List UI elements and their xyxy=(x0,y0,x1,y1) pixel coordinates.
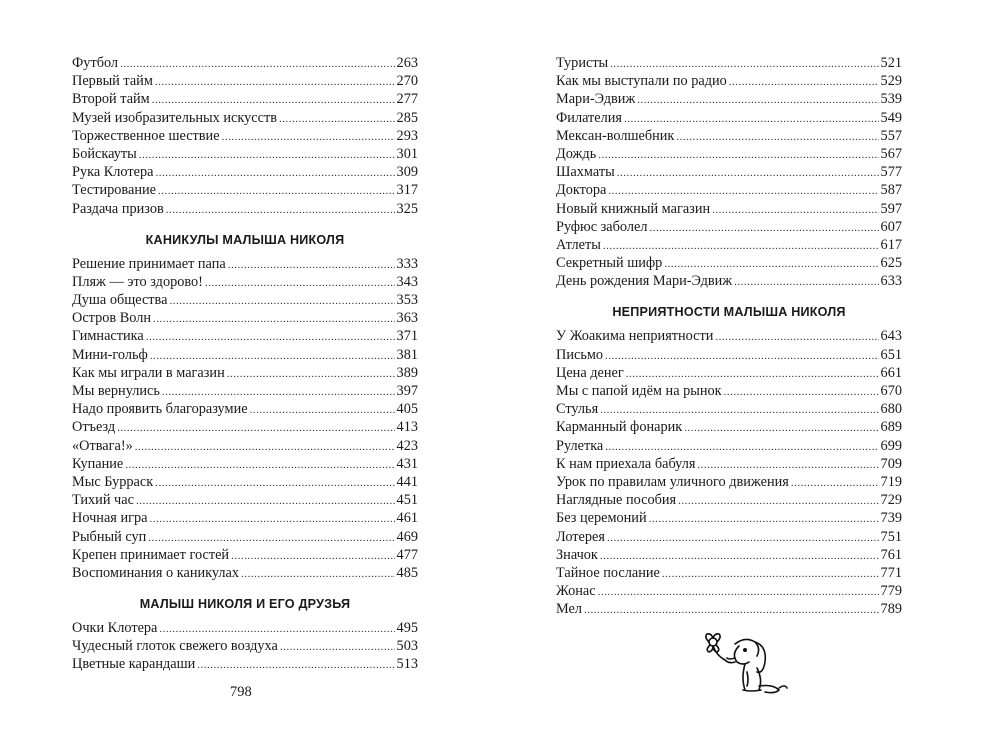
toc-entry xyxy=(72,72,418,90)
entry-title: Отъезд xyxy=(72,419,116,436)
entry-title: Шахматы xyxy=(556,164,615,181)
entry-page-number: 333 xyxy=(396,255,418,272)
entry-title: Чудесный глоток свежего воздуха xyxy=(72,638,278,655)
entry-page-number: 325 xyxy=(396,200,418,217)
dot-leader xyxy=(148,529,394,547)
dot-leader xyxy=(664,255,878,273)
entry-page-number: 469 xyxy=(396,528,418,545)
dot-leader xyxy=(197,656,394,674)
dot-leader xyxy=(605,347,879,365)
entry-page-number: 751 xyxy=(880,528,902,545)
dot-leader xyxy=(649,219,878,237)
entry-title: Урок по правилам уличного движения xyxy=(556,473,789,490)
entries-group xyxy=(72,54,418,218)
entry-page-number: 597 xyxy=(880,200,902,217)
entry-page-number: 309 xyxy=(396,164,418,181)
entry-title: Секретный шифр xyxy=(556,255,663,272)
entry-page-number: 293 xyxy=(396,127,418,144)
toc-entry xyxy=(556,546,902,564)
entry-title: Мари-Эдвиж xyxy=(556,91,636,108)
dot-leader xyxy=(608,182,878,200)
dot-leader xyxy=(231,547,394,565)
toc-entry xyxy=(72,364,418,382)
entry-page-number: 549 xyxy=(880,109,902,126)
entry-page-number: 617 xyxy=(880,236,902,253)
dot-leader xyxy=(159,620,394,638)
toc-entry xyxy=(72,455,418,473)
entry-title: Мини-гольф xyxy=(72,346,148,363)
dot-leader xyxy=(135,438,395,456)
toc-entry xyxy=(556,272,902,290)
dot-leader xyxy=(279,110,395,128)
entries-group xyxy=(556,54,902,290)
entry-page-number: 709 xyxy=(880,455,902,472)
entry-title: Как мы играли в магазин xyxy=(72,364,225,381)
toc-entry xyxy=(72,655,418,673)
dot-leader xyxy=(598,146,878,164)
dot-leader xyxy=(227,365,395,383)
entry-page-number: 363 xyxy=(396,310,418,327)
entries-group xyxy=(72,619,418,674)
entry-title: Второй тайм xyxy=(72,91,150,108)
toc-entry xyxy=(556,218,902,236)
dot-leader xyxy=(637,91,878,109)
dot-leader xyxy=(607,529,879,547)
entry-page-number: 680 xyxy=(880,401,902,418)
entry-page-number: 651 xyxy=(880,346,902,363)
toc-entry xyxy=(556,54,902,72)
entry-title: Новый книжный магазин xyxy=(556,200,711,217)
entry-page-number: 729 xyxy=(880,492,902,509)
entry-page-number: 301 xyxy=(396,145,418,162)
dot-leader xyxy=(125,456,394,474)
entry-page-number: 270 xyxy=(396,73,418,90)
entries-group xyxy=(72,255,418,582)
toc-entry xyxy=(72,546,418,564)
toc-entry xyxy=(556,236,902,254)
dot-leader xyxy=(734,273,878,291)
entry-page-number: 397 xyxy=(396,383,418,399)
dot-leader xyxy=(169,292,394,310)
entry-title: Мексан-волшебник xyxy=(556,127,675,144)
dot-leader xyxy=(791,474,879,492)
entry-page-number: 587 xyxy=(880,182,902,199)
dot-leader xyxy=(649,510,879,528)
toc-entry xyxy=(556,127,902,145)
toc-entry xyxy=(556,181,902,199)
entry-title: «Отвага!» xyxy=(72,437,133,454)
toc-entry xyxy=(72,637,418,655)
section-heading: НЕПРИЯТНОСТИ МАЛЫША НИКОЛЯ xyxy=(612,305,846,320)
dot-leader xyxy=(136,492,395,510)
dot-leader xyxy=(605,438,878,456)
dot-leader xyxy=(598,583,879,601)
entry-title: День рождения Мари-Эдвиж xyxy=(556,273,733,290)
entry-title: К нам приехала бабуля xyxy=(556,455,696,472)
entry-page-number: 389 xyxy=(396,364,418,381)
dot-leader xyxy=(158,182,395,200)
dot-leader xyxy=(222,128,395,146)
entry-page-number: 761 xyxy=(880,546,902,563)
toc-entry xyxy=(72,145,418,163)
entry-title: Тихий час xyxy=(72,492,134,509)
entry-title: Крепен принимает гостей xyxy=(72,546,230,563)
toc-entry xyxy=(72,491,418,509)
entry-page-number: 789 xyxy=(880,601,902,618)
entry-title: Душа общества xyxy=(72,292,168,309)
entry-page-number: 771 xyxy=(880,564,902,581)
toc-entry xyxy=(72,54,418,72)
entry-page-number: 495 xyxy=(396,620,418,637)
entry-title: Лотерея xyxy=(556,528,605,545)
dot-leader xyxy=(150,347,395,365)
entry-title: Надо проявить благоразумие xyxy=(72,401,248,418)
toc-entry xyxy=(72,109,418,127)
toc-entry xyxy=(556,600,902,618)
toc-entry xyxy=(72,509,418,527)
toc-entry xyxy=(556,90,902,108)
entry-page-number: 529 xyxy=(880,73,902,90)
entry-title: Бойскауты xyxy=(72,145,137,162)
dot-leader xyxy=(117,419,394,437)
toc-entry xyxy=(556,382,902,400)
dot-leader xyxy=(600,401,878,419)
entry-page-number: 739 xyxy=(880,510,902,527)
entry-page-number: 513 xyxy=(396,656,418,673)
entry-title: Туристы xyxy=(556,55,609,71)
dot-leader xyxy=(697,456,878,474)
dot-leader xyxy=(155,164,394,182)
dot-leader xyxy=(603,237,879,255)
toc-entry xyxy=(72,309,418,327)
entry-title: Тестирование xyxy=(72,182,156,199)
dot-leader xyxy=(120,55,394,73)
toc-entry xyxy=(556,72,902,90)
entry-page-number: 539 xyxy=(880,91,902,108)
entry-page-number: 521 xyxy=(880,55,902,71)
entry-title: Атлеты xyxy=(556,236,601,253)
entry-page-number: 567 xyxy=(880,145,902,162)
entry-page-number: 643 xyxy=(880,328,902,345)
toc-entry xyxy=(72,400,418,418)
toc-entry xyxy=(72,181,418,199)
dot-leader xyxy=(146,328,395,346)
toc-entry xyxy=(556,473,902,491)
entries-group xyxy=(556,327,902,618)
entry-page-number: 485 xyxy=(396,564,418,581)
entry-page-number: 451 xyxy=(396,492,418,509)
toc-entry xyxy=(556,582,902,600)
entry-page-number: 413 xyxy=(396,419,418,436)
entry-title: Мел xyxy=(556,601,583,618)
toc-entry xyxy=(72,163,418,181)
entry-title: Без церемоний xyxy=(556,510,647,527)
toc-entry xyxy=(72,200,418,218)
dot-leader xyxy=(205,274,395,292)
entry-title: Решение принимает папа xyxy=(72,255,226,272)
entry-page-number: 317 xyxy=(396,182,418,199)
entry-title: Филателия xyxy=(556,109,623,126)
dot-leader xyxy=(600,547,879,565)
toc-entry xyxy=(556,163,902,181)
toc-entry xyxy=(556,327,902,345)
dot-leader xyxy=(584,601,879,619)
toc-entry xyxy=(72,418,418,436)
entry-title: Стулья xyxy=(556,401,599,418)
toc-entry xyxy=(72,564,418,582)
entry-title: Воспоминания о каникулах xyxy=(72,564,240,581)
entry-page-number: 670 xyxy=(880,383,902,399)
dot-leader xyxy=(139,146,395,164)
entry-title: Рыбный суп xyxy=(72,528,147,545)
page-number: 798 xyxy=(230,684,252,700)
dot-leader xyxy=(166,201,395,219)
entry-title: Тайное послание xyxy=(556,564,660,581)
entry-page-number: 661 xyxy=(880,364,902,381)
entry-page-number: 263 xyxy=(396,55,418,71)
toc-entry xyxy=(72,255,418,273)
section-heading: МАЛЫШ НИКОЛЯ И ЕГО ДРУЗЬЯ xyxy=(139,597,351,612)
toc-entry xyxy=(72,382,418,400)
entry-page-number: 577 xyxy=(880,164,902,181)
toc-entry xyxy=(72,327,418,345)
entry-title: Цветные карандаши xyxy=(72,656,196,673)
toc-entry xyxy=(72,291,418,309)
dot-leader xyxy=(228,256,395,274)
entry-title: Цена денег xyxy=(556,364,624,381)
entry-title: Футбол xyxy=(72,55,119,71)
toc-entry xyxy=(556,364,902,382)
entry-page-number: 689 xyxy=(880,419,902,436)
entry-page-number: 719 xyxy=(880,473,902,490)
toc-entry xyxy=(556,418,902,436)
toc-entry xyxy=(556,346,902,364)
entry-title: Дождь xyxy=(556,145,597,162)
entry-page-number: 557 xyxy=(880,127,902,144)
entry-page-number: 779 xyxy=(880,583,902,600)
toc-entry xyxy=(556,564,902,582)
entry-page-number: 607 xyxy=(880,218,902,235)
toc-entry xyxy=(72,619,418,637)
toc-entry xyxy=(556,509,902,527)
toc-entry xyxy=(72,437,418,455)
dot-leader xyxy=(715,328,878,346)
entry-title: Музей изобразительных искусств xyxy=(72,109,277,126)
entry-title: Рулетка xyxy=(556,437,604,454)
entry-page-number: 461 xyxy=(396,510,418,527)
entry-page-number: 625 xyxy=(880,255,902,272)
entry-title: Первый тайм xyxy=(72,73,153,90)
entry-page-number: 477 xyxy=(396,546,418,563)
toc-entry xyxy=(556,254,902,272)
toc-entry xyxy=(72,273,418,291)
entry-title: Доктора xyxy=(556,182,607,199)
toc-entry xyxy=(72,127,418,145)
entry-page-number: 441 xyxy=(396,473,418,490)
dot-leader xyxy=(624,110,879,128)
entry-title: Мы вернулись xyxy=(72,383,160,399)
dot-leader xyxy=(153,310,395,328)
entry-title: Раздача призов xyxy=(72,200,164,217)
entry-title: Как мы выступали по радио xyxy=(556,73,727,90)
toc-entry xyxy=(556,400,902,418)
dot-leader xyxy=(712,201,878,219)
dot-leader xyxy=(676,128,878,146)
left-page xyxy=(0,0,500,751)
right-page xyxy=(500,0,1001,751)
dot-leader xyxy=(155,73,395,91)
toc-entry xyxy=(72,346,418,364)
entry-title: Наглядные пособия xyxy=(556,492,677,509)
dot-leader xyxy=(684,419,878,437)
dot-leader xyxy=(155,474,394,492)
dot-leader xyxy=(610,55,878,73)
entry-title: Мыс Бурраск xyxy=(72,473,154,490)
entry-page-number: 353 xyxy=(396,292,418,309)
toc-entry xyxy=(556,528,902,546)
dot-leader xyxy=(250,401,395,419)
entry-page-number: 405 xyxy=(396,401,418,418)
dot-leader xyxy=(729,73,879,91)
entry-page-number: 285 xyxy=(396,109,418,126)
toc-entry xyxy=(556,437,902,455)
entry-title: Купание xyxy=(72,455,124,472)
dot-leader xyxy=(617,164,879,182)
toc-entry xyxy=(72,528,418,546)
entry-title: Гимнастика xyxy=(72,328,144,345)
entry-title: Руфюс заболел xyxy=(556,218,648,235)
dot-leader xyxy=(280,638,395,656)
dot-leader xyxy=(241,565,394,583)
entry-page-number: 371 xyxy=(396,328,418,345)
dot-leader xyxy=(626,365,879,383)
entry-title: У Жоакима неприятности xyxy=(556,328,714,345)
toc-entry xyxy=(72,90,418,108)
entry-title: Ночная игра xyxy=(72,510,148,527)
toc-entry xyxy=(556,200,902,218)
toc-entry xyxy=(556,491,902,509)
entry-page-number: 423 xyxy=(396,437,418,454)
dot-leader xyxy=(152,91,395,109)
toc-entry xyxy=(556,109,902,127)
entry-page-number: 343 xyxy=(396,273,418,290)
entry-page-number: 633 xyxy=(880,273,902,290)
dog-with-flower-illustration xyxy=(695,628,790,698)
dot-leader xyxy=(662,565,879,583)
entry-title: Карманный фонарик xyxy=(556,419,683,436)
toc-entry xyxy=(72,473,418,491)
entry-title: Очки Клотера xyxy=(72,620,158,637)
entry-page-number: 699 xyxy=(880,437,902,454)
toc-entry xyxy=(556,455,902,473)
dot-leader xyxy=(149,510,394,528)
entry-title: Жонас xyxy=(556,583,596,600)
entry-page-number: 277 xyxy=(396,91,418,108)
dot-leader xyxy=(678,492,878,510)
entry-title: Рука Клотера xyxy=(72,164,154,181)
entry-title: Торжественное шествие xyxy=(72,127,220,144)
entry-title: Пляж — это здорово! xyxy=(72,273,203,290)
entry-title: Остров Волн xyxy=(72,310,151,327)
entry-title: Мы с папой идём на рынок xyxy=(556,383,722,399)
dot-leader xyxy=(162,383,395,401)
dot-leader xyxy=(724,383,879,401)
entry-title: Значок xyxy=(556,546,598,563)
entry-page-number: 381 xyxy=(396,346,418,363)
section-heading: КАНИКУЛЫ МАЛЫША НИКОЛЯ xyxy=(145,232,345,247)
toc-right xyxy=(556,54,902,618)
entry-page-number: 431 xyxy=(396,455,418,472)
entry-title: Письмо xyxy=(556,346,604,363)
entry-page-number: 503 xyxy=(396,638,418,655)
toc-left xyxy=(72,54,418,674)
toc-entry xyxy=(556,145,902,163)
